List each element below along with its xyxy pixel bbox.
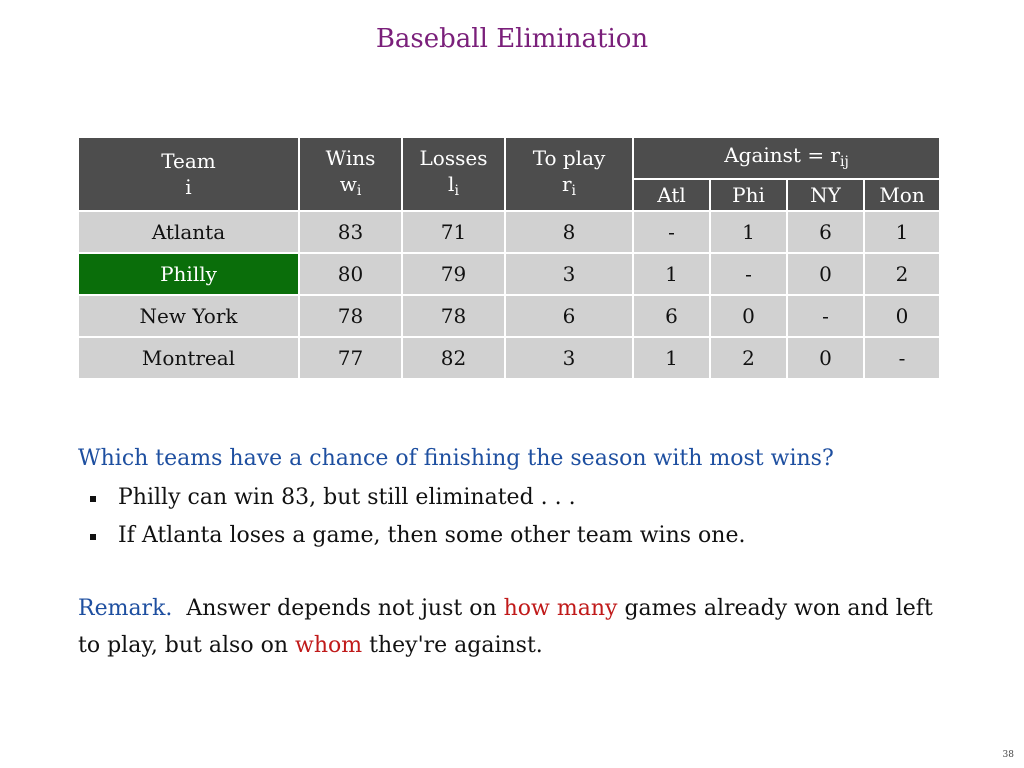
to-play-cell: 3 (505, 253, 633, 295)
against-cell: - (710, 253, 787, 295)
list-item (78, 518, 745, 556)
table-row (78, 211, 940, 253)
remark-text: they're against. (369, 633, 543, 658)
losses-cell: 79 (402, 253, 505, 295)
against-cell: - (787, 295, 864, 337)
against-cell: 1 (864, 211, 940, 253)
square-bullet-icon (90, 534, 96, 540)
against-cell: - (633, 211, 710, 253)
to-play-cell: 3 (505, 337, 633, 379)
wins-cell: 80 (299, 253, 402, 295)
header-opponent-ny: NY (787, 179, 864, 211)
losses-cell: 78 (402, 295, 505, 337)
to-play-cell: 8 (505, 211, 633, 253)
header-opponent-mon: Mon (864, 179, 940, 211)
standings-table (77, 136, 941, 380)
page-number: 38 (1002, 750, 1014, 760)
remark-text: Answer depends not just on (186, 596, 497, 621)
against-cell: 2 (864, 253, 940, 295)
header-losses: Losses $l_i$ (402, 137, 505, 211)
bullet-text: If Atlanta loses a game, then some other team wins one. (118, 523, 746, 548)
question-text: Which teams have a chance of finishing the season with most wins? (78, 446, 834, 471)
against-cell: 1 (633, 337, 710, 379)
table-row (78, 337, 940, 379)
square-bullet-icon (90, 496, 96, 502)
header-opponent-phi: Phi (710, 179, 787, 211)
wins-cell: 78 (299, 295, 402, 337)
against-cell: 1 (633, 253, 710, 295)
slide-title: Baseball Elimination (375, 24, 649, 54)
wins-cell: 83 (299, 211, 402, 253)
against-cell: 0 (710, 295, 787, 337)
team-name: Montreal (78, 337, 299, 379)
remark-emphasis: how many (503, 596, 618, 621)
wins-cell: 77 (299, 337, 402, 379)
losses-cell: 82 (402, 337, 505, 379)
team-name: New York (78, 295, 299, 337)
against-cell: 1 (710, 211, 787, 253)
remark-label: Remark. (78, 596, 173, 621)
header-to-play: To play $r_i$ (505, 137, 633, 211)
header-team: Team i (78, 137, 299, 211)
against-cell: 6 (787, 211, 864, 253)
remark-text: games already won and left to play, but also on (78, 596, 933, 658)
team-name-highlighted: Philly (78, 253, 299, 295)
against-cell: 0 (864, 295, 940, 337)
remark-emphasis: whom (295, 633, 363, 658)
header-opponent-atl: Atl (633, 179, 710, 211)
remark-paragraph (78, 590, 938, 664)
header-against: Against = $r_{ij}$ (633, 137, 940, 179)
bullet-list (78, 480, 745, 556)
against-cell: 0 (787, 253, 864, 295)
against-cell: - (864, 337, 940, 379)
against-cell: 0 (787, 337, 864, 379)
losses-cell: 71 (402, 211, 505, 253)
against-cell: 2 (710, 337, 787, 379)
list-item (78, 480, 745, 518)
to-play-cell: 6 (505, 295, 633, 337)
bullet-text: Philly can win 83, but still eliminated . . . (118, 485, 576, 510)
header-wins: Wins $w_i$ (299, 137, 402, 211)
table-row (78, 295, 940, 337)
team-name: Atlanta (78, 211, 299, 253)
against-cell: 6 (633, 295, 710, 337)
table-row (78, 253, 940, 295)
